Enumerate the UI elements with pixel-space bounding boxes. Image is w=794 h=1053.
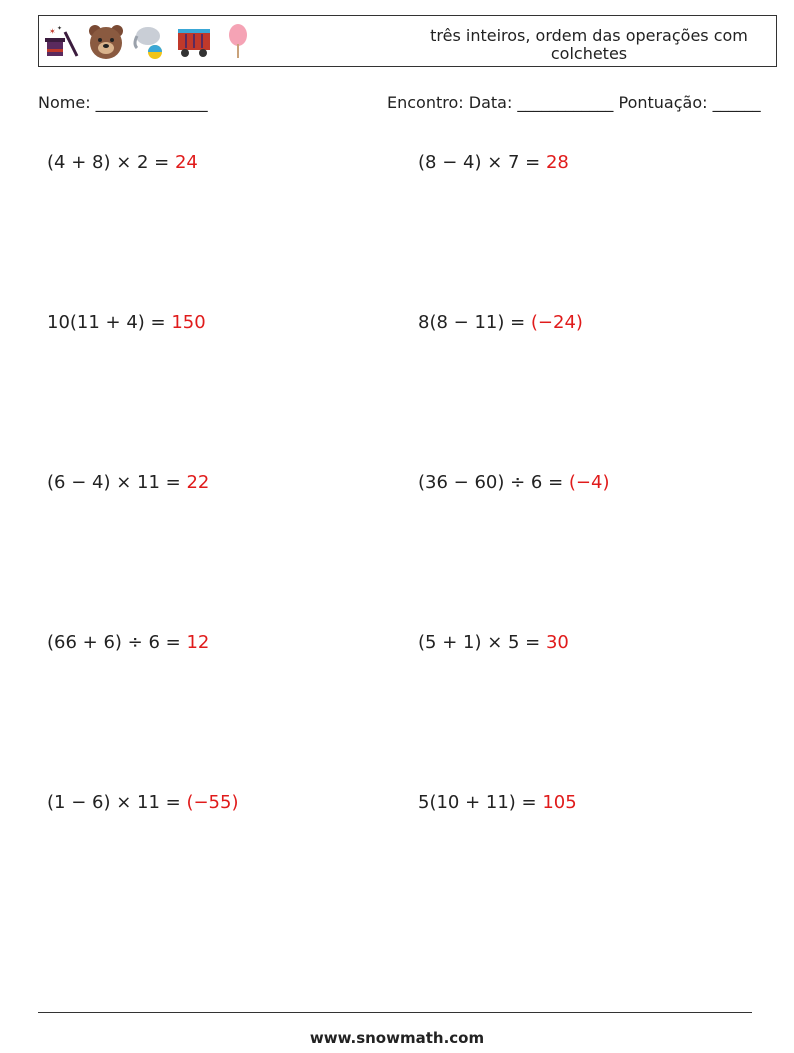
magic-hat-wand-icon — [43, 22, 81, 60]
svg-text:✦: ✦ — [57, 25, 63, 32]
cotton-candy-icon — [219, 22, 257, 60]
footer-divider — [38, 1012, 752, 1013]
name-field-label: Nome: ______________ — [38, 93, 208, 112]
problem-answer: 105 — [542, 792, 577, 813]
problem-1 — [47, 152, 198, 173]
problem-7 — [47, 632, 209, 653]
problem-expression: (5 + 1) × 5 = — [418, 632, 546, 653]
problem-expression: (36 − 60) ÷ 6 = — [418, 472, 569, 493]
problem-answer: 22 — [186, 472, 210, 493]
problem-expression: 5(10 + 11) = — [418, 792, 543, 813]
header-icons — [43, 22, 257, 60]
worksheet-header — [38, 15, 777, 67]
problem-expression: (6 − 4) × 11 = — [47, 472, 187, 493]
problem-9 — [47, 792, 238, 813]
problem-answer: (−55) — [186, 792, 239, 813]
problem-expression: (8 − 4) × 7 = — [418, 152, 546, 173]
problem-8 — [418, 632, 569, 653]
problem-answer: 28 — [545, 152, 569, 173]
problem-answer: 24 — [174, 152, 198, 173]
problem-expression: 8(8 − 11) = — [418, 312, 531, 333]
problem-expression: (1 − 6) × 11 = — [47, 792, 187, 813]
problem-5 — [47, 472, 209, 493]
problem-answer: 150 — [171, 312, 206, 333]
problem-2 — [418, 152, 569, 173]
problem-4 — [418, 312, 583, 333]
problem-expression: 10(11 + 4) = — [47, 312, 172, 333]
problem-expression: (66 + 6) ÷ 6 = — [47, 632, 187, 653]
problem-expression: (4 + 8) × 2 = — [47, 152, 175, 173]
problem-10 — [418, 792, 577, 813]
svg-text:✶: ✶ — [49, 27, 56, 36]
circus-wagon-icon — [175, 22, 213, 60]
problem-3 — [47, 312, 206, 333]
footer-website: www.snowmath.com — [309, 1029, 485, 1047]
problem-answer: 30 — [545, 632, 569, 653]
problem-answer: 12 — [186, 632, 210, 653]
problem-6 — [418, 472, 609, 493]
problem-answer: (−4) — [568, 472, 610, 493]
problem-answer: (−24) — [530, 312, 583, 333]
session-date-score-label: Encontro: Data: ____________ Pontuação: ______ — [387, 93, 761, 112]
bear-face-icon — [87, 22, 125, 60]
worksheet-title: três inteiros, ordem das operações com colchetes — [430, 26, 748, 63]
circus-elephant-ball-icon — [131, 22, 169, 60]
